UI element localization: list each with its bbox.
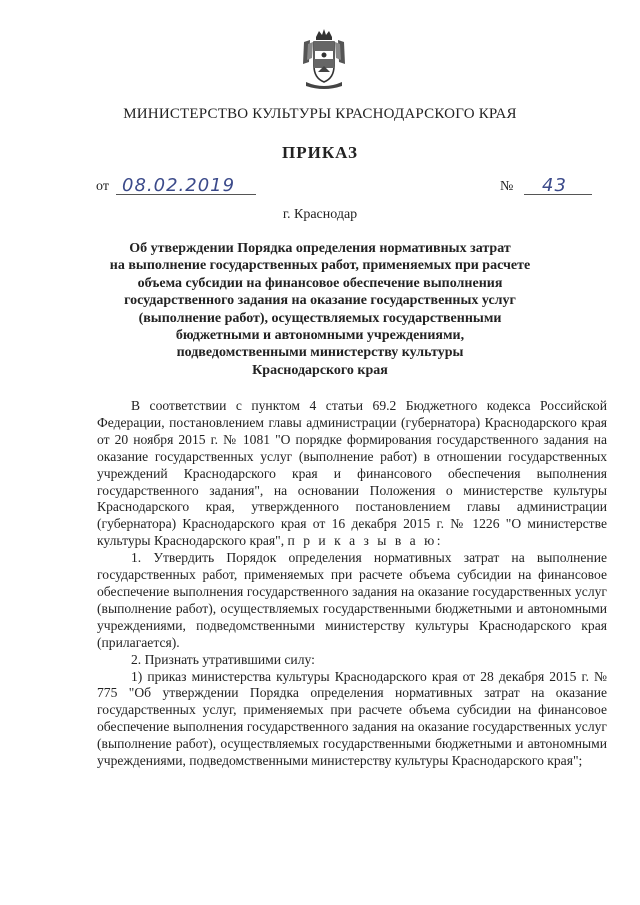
heading-line: (выполнение работ), осуществляемых государственными [138, 310, 502, 326]
order-title: ПРИКАЗ [282, 143, 358, 162]
heading-line: объема субсидии на финансовое обеспечение выполнения [137, 275, 503, 291]
order-verb: п р и к а з ы в а ю: [287, 533, 444, 549]
date-handwritten: 08.02.2019 [122, 175, 236, 196]
ministry-name: МИНИСТЕРСТВО КУЛЬТУРЫ КРАСНОДАРСКОГО КРАЯ [123, 106, 517, 122]
number-handwritten: 43 [542, 175, 567, 196]
date-prefix: от [96, 179, 109, 194]
date-number-row [96, 174, 596, 198]
heading-line: подведомственными министерству культуры [176, 345, 464, 361]
krasnodar-coat-of-arms-icon [300, 28, 348, 90]
number-prefix: № [500, 179, 514, 194]
preamble-text: В соответствии с пунктом 4 статьи 69.2 Бюджетного кодекса Российской Федерации, постановлением главы администрации (губернатора) Краснодарского края от 20 ноября 2015 г. № 1081 "О порядке формирования государственного задания на оказание государственных услуг (выполнение работ) в отношении государственных учреждений Краснодарского края и финансового обеспечения выполнения государственного задания", на основании Положения о министерстве культуры Краснодарского края, утвержденного постановлением главы администрации (губернатора) Краснодарского края от 16 декабря 2015 г. № 1226 "О министерстве культуры Краснодарского края", [97, 398, 607, 549]
item-1-paragraph: 1. Утвердить Порядок определения нормативных затрат на выполнение государственных работ, применяемых при расчете объема субсидии на финансовое обеспечение выполнения государственного задания на оказание государственных услуг (выполнение работ), осуществляемых государственными бюджетными и автономными учреждениями, подведомственными министерству культуры Краснодарского края (прилагается). [97, 550, 607, 650]
heading-line: на выполнение государственных работ, применяемых при расчете [109, 258, 531, 274]
item-2-paragraph: 2. Признать утратившими силу: [131, 651, 315, 667]
heading-line: бюджетными и автономными учреждениями, [175, 328, 465, 344]
item-2-1-paragraph: 1) приказ министерства культуры Краснодарского края от 28 декабря 2015 г. № 775 "Об утверждении Порядка определения нормативных затрат на оказание государственных услуг, применяемых при расчете объема субсидии на финансовое обеспечение выполнения государственного задания на оказание государственных услуг (выполнение работ), осуществляемых государственными бюджетными и автономными учреждениями, подведомственными министерству культуры Краснодарского края"; [97, 668, 607, 769]
document-body [97, 398, 607, 770]
heading-line: государственного задания на оказание государственных услуг [124, 293, 516, 309]
heading-line: Краснодарского края [252, 362, 388, 378]
document-heading [100, 240, 540, 379]
city-line: г. Краснодар [282, 207, 358, 222]
preamble-paragraph [97, 398, 607, 550]
heading-line: Об утверждении Порядка определения нормативных затрат [129, 241, 511, 256]
